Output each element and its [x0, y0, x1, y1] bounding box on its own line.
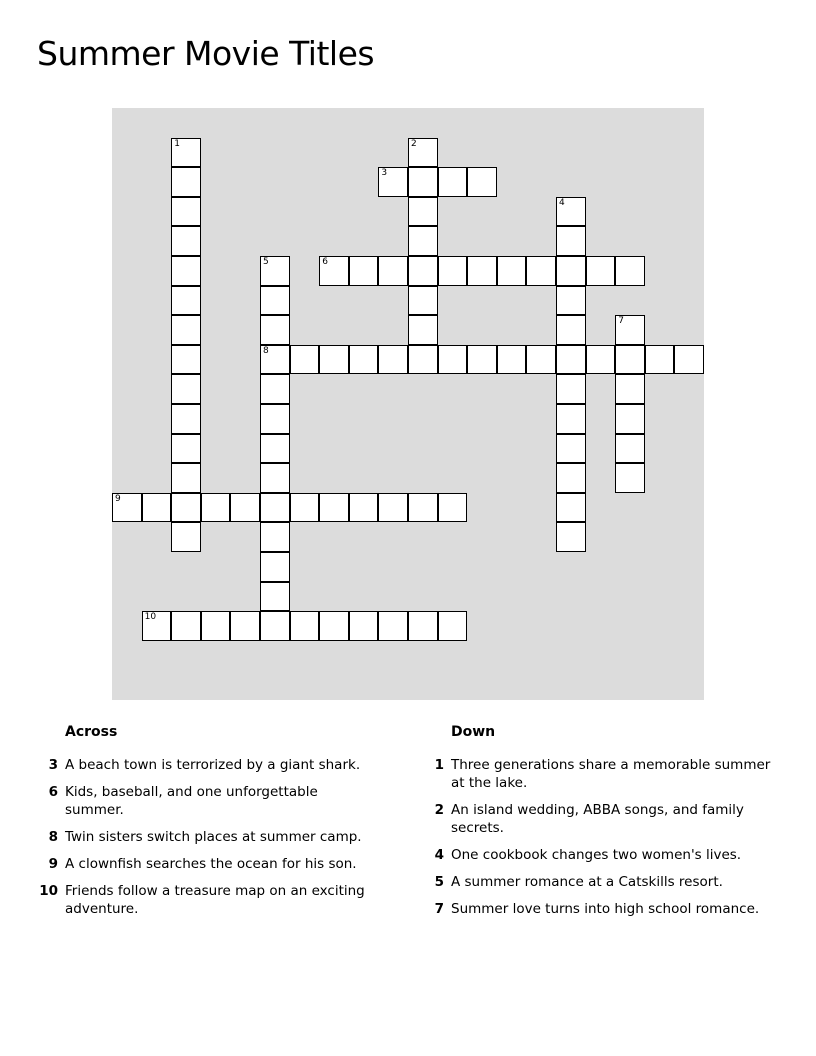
down-clues [422, 722, 782, 927]
clue-number: 3 [48, 757, 58, 773]
grid-cell [526, 345, 556, 375]
down-clue [422, 873, 782, 891]
cell-number: 1 [174, 138, 180, 149]
clue-text: Kids, baseball, and one unforgettable summer. [65, 784, 318, 818]
grid-cell [260, 434, 290, 464]
grid-cell [142, 493, 172, 523]
grid-cell [467, 167, 497, 197]
grid-cell [556, 493, 586, 523]
grid-cell [556, 315, 586, 345]
grid-cell [171, 256, 201, 286]
grid-cell [408, 286, 438, 316]
clue-text: Summer love turns into high school romance. [451, 901, 760, 917]
clue-number: 10 [39, 883, 58, 899]
clue-number: 6 [48, 784, 58, 800]
cell-number: 4 [559, 197, 565, 208]
cell-number: 8 [263, 345, 269, 356]
grid-cell [556, 345, 586, 375]
grid-cell [230, 611, 260, 641]
grid-cell [526, 256, 556, 286]
grid-cell [438, 167, 468, 197]
grid-cell [615, 374, 645, 404]
clue-text: A summer romance at a Catskills resort. [451, 874, 723, 890]
grid-cell [556, 463, 586, 493]
grid-cell [615, 315, 645, 345]
grid-cell [467, 345, 497, 375]
grid-cell [290, 611, 320, 641]
cell-number: 2 [411, 138, 417, 149]
grid-cell [615, 463, 645, 493]
grid-cell [467, 256, 497, 286]
clue-text: An island wedding, ABBA songs, and family secrets. [451, 802, 744, 836]
grid-cell [171, 374, 201, 404]
page-title: Summer Movie Titles [37, 34, 375, 73]
down-clue [422, 756, 782, 792]
grid-cell [112, 493, 142, 523]
grid-cell [260, 315, 290, 345]
clue-number: 9 [48, 856, 58, 872]
clue-text: A clownfish searches the ocean for his son. [65, 856, 357, 872]
across-clue [36, 783, 376, 819]
grid-cell [556, 404, 586, 434]
grid-cell [408, 197, 438, 227]
cell-number: 5 [263, 257, 269, 267]
grid-cell [408, 256, 438, 286]
grid-cell [171, 493, 201, 523]
grid-cell [230, 493, 260, 523]
clue-number: 1 [434, 757, 444, 773]
across-clue [36, 756, 376, 774]
grid-cell [497, 345, 527, 375]
crossword-grid [112, 108, 704, 700]
grid-cell [556, 286, 586, 316]
grid-cell [615, 434, 645, 464]
cell-number: 6 [322, 257, 328, 267]
grid-cell [171, 434, 201, 464]
clue-number: 8 [48, 829, 58, 845]
grid-cell [438, 611, 468, 641]
grid-cell [171, 611, 201, 641]
grid-cell [556, 256, 586, 286]
grid-cell [408, 493, 438, 523]
grid-cell [260, 256, 290, 286]
across-clue [36, 882, 376, 918]
grid-cell [201, 493, 231, 523]
grid-cell [260, 493, 290, 523]
clue-text: A beach town is terrorized by a giant shark. [65, 757, 361, 773]
clue-number: 4 [434, 847, 444, 863]
grid-cell [290, 493, 320, 523]
grid-cell [586, 256, 616, 286]
grid-cell [319, 493, 349, 523]
grid-cell [408, 167, 438, 197]
grid-cell [171, 404, 201, 434]
grid-cell [260, 611, 290, 641]
grid-cell [349, 611, 379, 641]
grid-cell [171, 226, 201, 256]
grid-cell [171, 522, 201, 552]
grid-cell [378, 256, 408, 286]
clue-text: One cookbook changes two women's lives. [451, 847, 742, 863]
clue-text: Three generations share a memorable summer at the lake. [451, 757, 771, 791]
grid-cell [349, 345, 379, 375]
grid-cell [349, 493, 379, 523]
grid-cell [260, 522, 290, 552]
grid-cell [201, 611, 231, 641]
grid-cell [319, 256, 349, 286]
grid-cell [378, 493, 408, 523]
clue-number: 5 [434, 874, 444, 890]
grid-cell [171, 138, 201, 168]
grid-cell [556, 197, 586, 227]
across-clue [36, 828, 376, 846]
grid-cell [438, 493, 468, 523]
grid-cell [171, 286, 201, 316]
cell-number: 7 [618, 316, 624, 327]
grid-cell [378, 345, 408, 375]
grid-cell [260, 374, 290, 404]
grid-cell [171, 345, 201, 375]
grid-cell [349, 256, 379, 286]
across-clues [36, 722, 376, 927]
grid-cell [378, 611, 408, 641]
grid-cell [260, 404, 290, 434]
down-clue [422, 801, 782, 837]
grid-cell [260, 552, 290, 582]
grid-cell [142, 611, 172, 641]
clue-text: Friends follow a treasure map on an exciting adventure. [65, 883, 365, 917]
clue-number: 7 [434, 901, 444, 917]
grid-cell [171, 463, 201, 493]
grid-cell [586, 345, 616, 375]
grid-cell [171, 197, 201, 227]
grid-cell [556, 434, 586, 464]
down-clue [422, 900, 782, 918]
grid-cell [645, 345, 675, 375]
across-heading: Across [65, 724, 118, 740]
grid-cell [438, 345, 468, 375]
grid-cell [615, 345, 645, 375]
down-heading: Down [451, 724, 496, 740]
grid-cell [408, 345, 438, 375]
grid-cell [556, 226, 586, 256]
clue-number: 2 [434, 802, 444, 818]
across-clue [36, 855, 376, 873]
grid-cell [556, 522, 586, 552]
down-clue [422, 846, 782, 864]
grid-cell [408, 138, 438, 168]
cell-number: 9 [115, 493, 121, 504]
grid-cell [615, 256, 645, 286]
grid-cell [290, 345, 320, 375]
grid-cell [674, 345, 704, 375]
grid-cell [260, 286, 290, 316]
grid-cell [260, 345, 290, 375]
grid-cell [438, 256, 468, 286]
grid-cell [260, 463, 290, 493]
cell-number: 10 [144, 612, 157, 623]
grid-cell [615, 404, 645, 434]
grid-cell [319, 345, 349, 375]
grid-cell [408, 315, 438, 345]
grid-cell [319, 611, 349, 641]
grid-cell [408, 611, 438, 641]
grid-cell [260, 582, 290, 612]
grid-cell [497, 256, 527, 286]
grid-cell [408, 226, 438, 256]
grid-cell [378, 167, 408, 197]
grid-cell [556, 374, 586, 404]
cell-number: 3 [381, 168, 388, 179]
grid-cell [171, 315, 201, 345]
grid-cell [171, 167, 201, 197]
clue-text: Twin sisters switch places at summer camp. [65, 829, 362, 845]
